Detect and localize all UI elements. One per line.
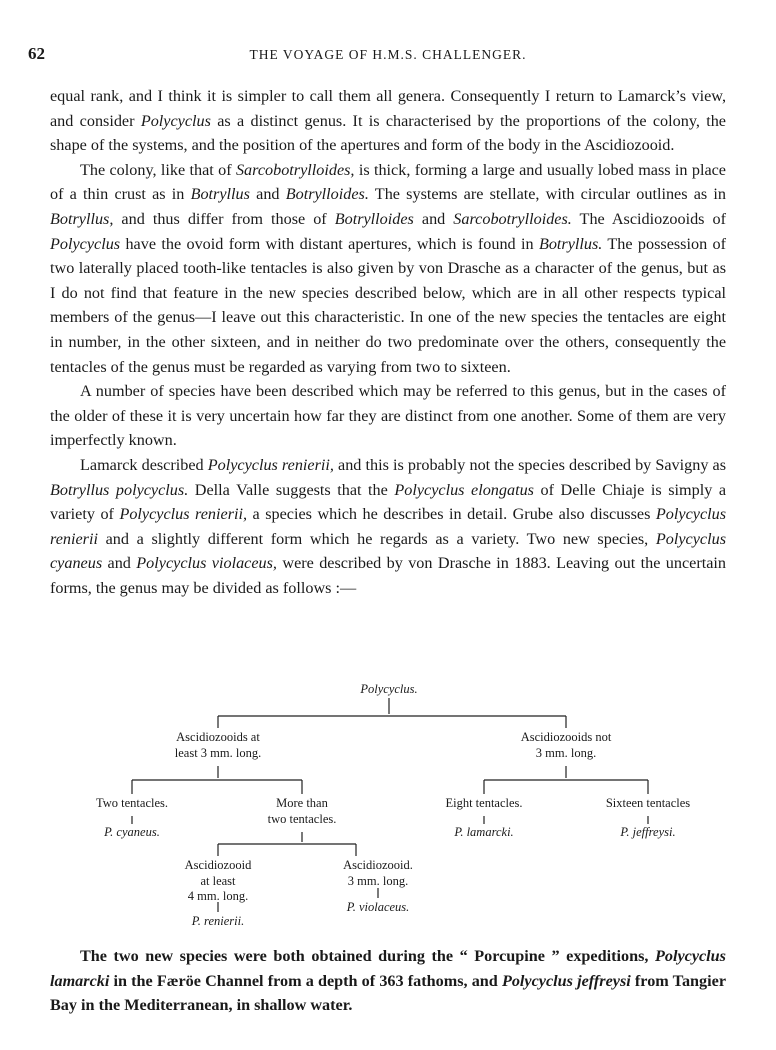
running-title: THE VOYAGE OF H.M.S. CHALLENGER. <box>249 47 527 62</box>
page-header <box>0 0 776 80</box>
closing-text <box>50 944 726 1018</box>
tree-sixteen-tentacles: Sixteen tentacles <box>605 796 691 810</box>
tree-right-branch: Ascidiozooids not 3 mm. long. <box>520 730 612 760</box>
tree-root: Polycyclus. <box>360 682 418 696</box>
tree-two-tentacles: Two tentacles. <box>95 796 168 810</box>
paragraph-4: Lamarck described Polycyclus renierii, and this is probably not the species described by Savigny as Botryllus polycyclus. Della Valle suggests that the Polycyclus elongatus of Delle Chiaje is simply a variety of Polycyclus renierii, a species which he describes in detail. Grube also discusses Polycyclus renierii and a slightly different form which he regards as a variety. Two new species, Polycyclus cyaneus and Polycyclus violaceus, were described by von Drasche in 1883. Leaving out the uncertain forms, the genus may be divided as follows :— <box>50 455 727 597</box>
tree-p-cyaneus: P. cyaneus. <box>104 825 160 839</box>
paragraph-3: A number of species have been described which may be referred to this genus, but in the cases of the older of these it is very uncertain how far they are distinct from one another. Some of them are very imperfectly known. <box>50 382 726 450</box>
page-number: 62 <box>28 44 45 63</box>
tree-p-violaceus: P. violaceus. <box>346 900 410 914</box>
paragraph-2: The colony, like that of Sarcobotrylloides, is thick, forming a large and usually lobed mass in place of a thin crust as in Botryllus and Botrylloides. The systems are stellate, with circular outlines as in Botryllus, and thus differ from those of Botrylloides and Sarcobotrylloides. The Ascidiozooids of Polycyclus have the ovoid form with distant apertures, which is found in Botryllus. The possession of two laterally placed tooth-like tentacles is also given by von Drasche as a character of the genus, but as I do not find that feature in the new species described below, which are in all other respects typical members of the genus—I leave out this characteristic. In one of the new species the tentacles are eight in number, in the other sixteen, and in neither do two predominate over the others, consequently the tentacles of the genus must be regarded as varying from two to sixteen. <box>50 160 727 376</box>
tree-zooid-3mm: Ascidiozooid. 3 mm. long. <box>343 858 413 888</box>
tree-eight-tentacles: Eight tentacles. <box>445 796 523 810</box>
body-text <box>50 84 726 600</box>
closing-paragraph: The two new species were both obtained during the “ Porcupine ” expeditions, Polycyclus lamarcki in the Færöe Channel from a depth of 363 fathoms, and Polycyclus jeffreysi from Tangier Bay in the Mediterranean, in shallow water. <box>50 947 726 1015</box>
paragraph-1: equal rank, and I think it is simpler to call them all genera. Consequently I return to Lamarck’s view, and consider Polycyclus as a distinct genus. It is characterised by the proportions of the colony, the shape of the systems, and the position of the apertures and form of the body in the Ascidiozooid. <box>50 87 726 155</box>
tree-p-renierii: P. renierii. <box>191 914 245 928</box>
tree-p-lamarcki: P. lamarcki. <box>454 825 514 839</box>
tree-more-than-two: More than two tentacles. <box>267 796 337 826</box>
tree-left-branch: Ascidiozooids at least 3 mm. long. <box>174 730 262 760</box>
tree-zooid-4mm: Ascidiozooid at least 4 mm. long. <box>184 858 252 903</box>
tree-p-jeffreysi: P. jeffreysi. <box>620 825 676 839</box>
classification-tree <box>0 676 776 942</box>
